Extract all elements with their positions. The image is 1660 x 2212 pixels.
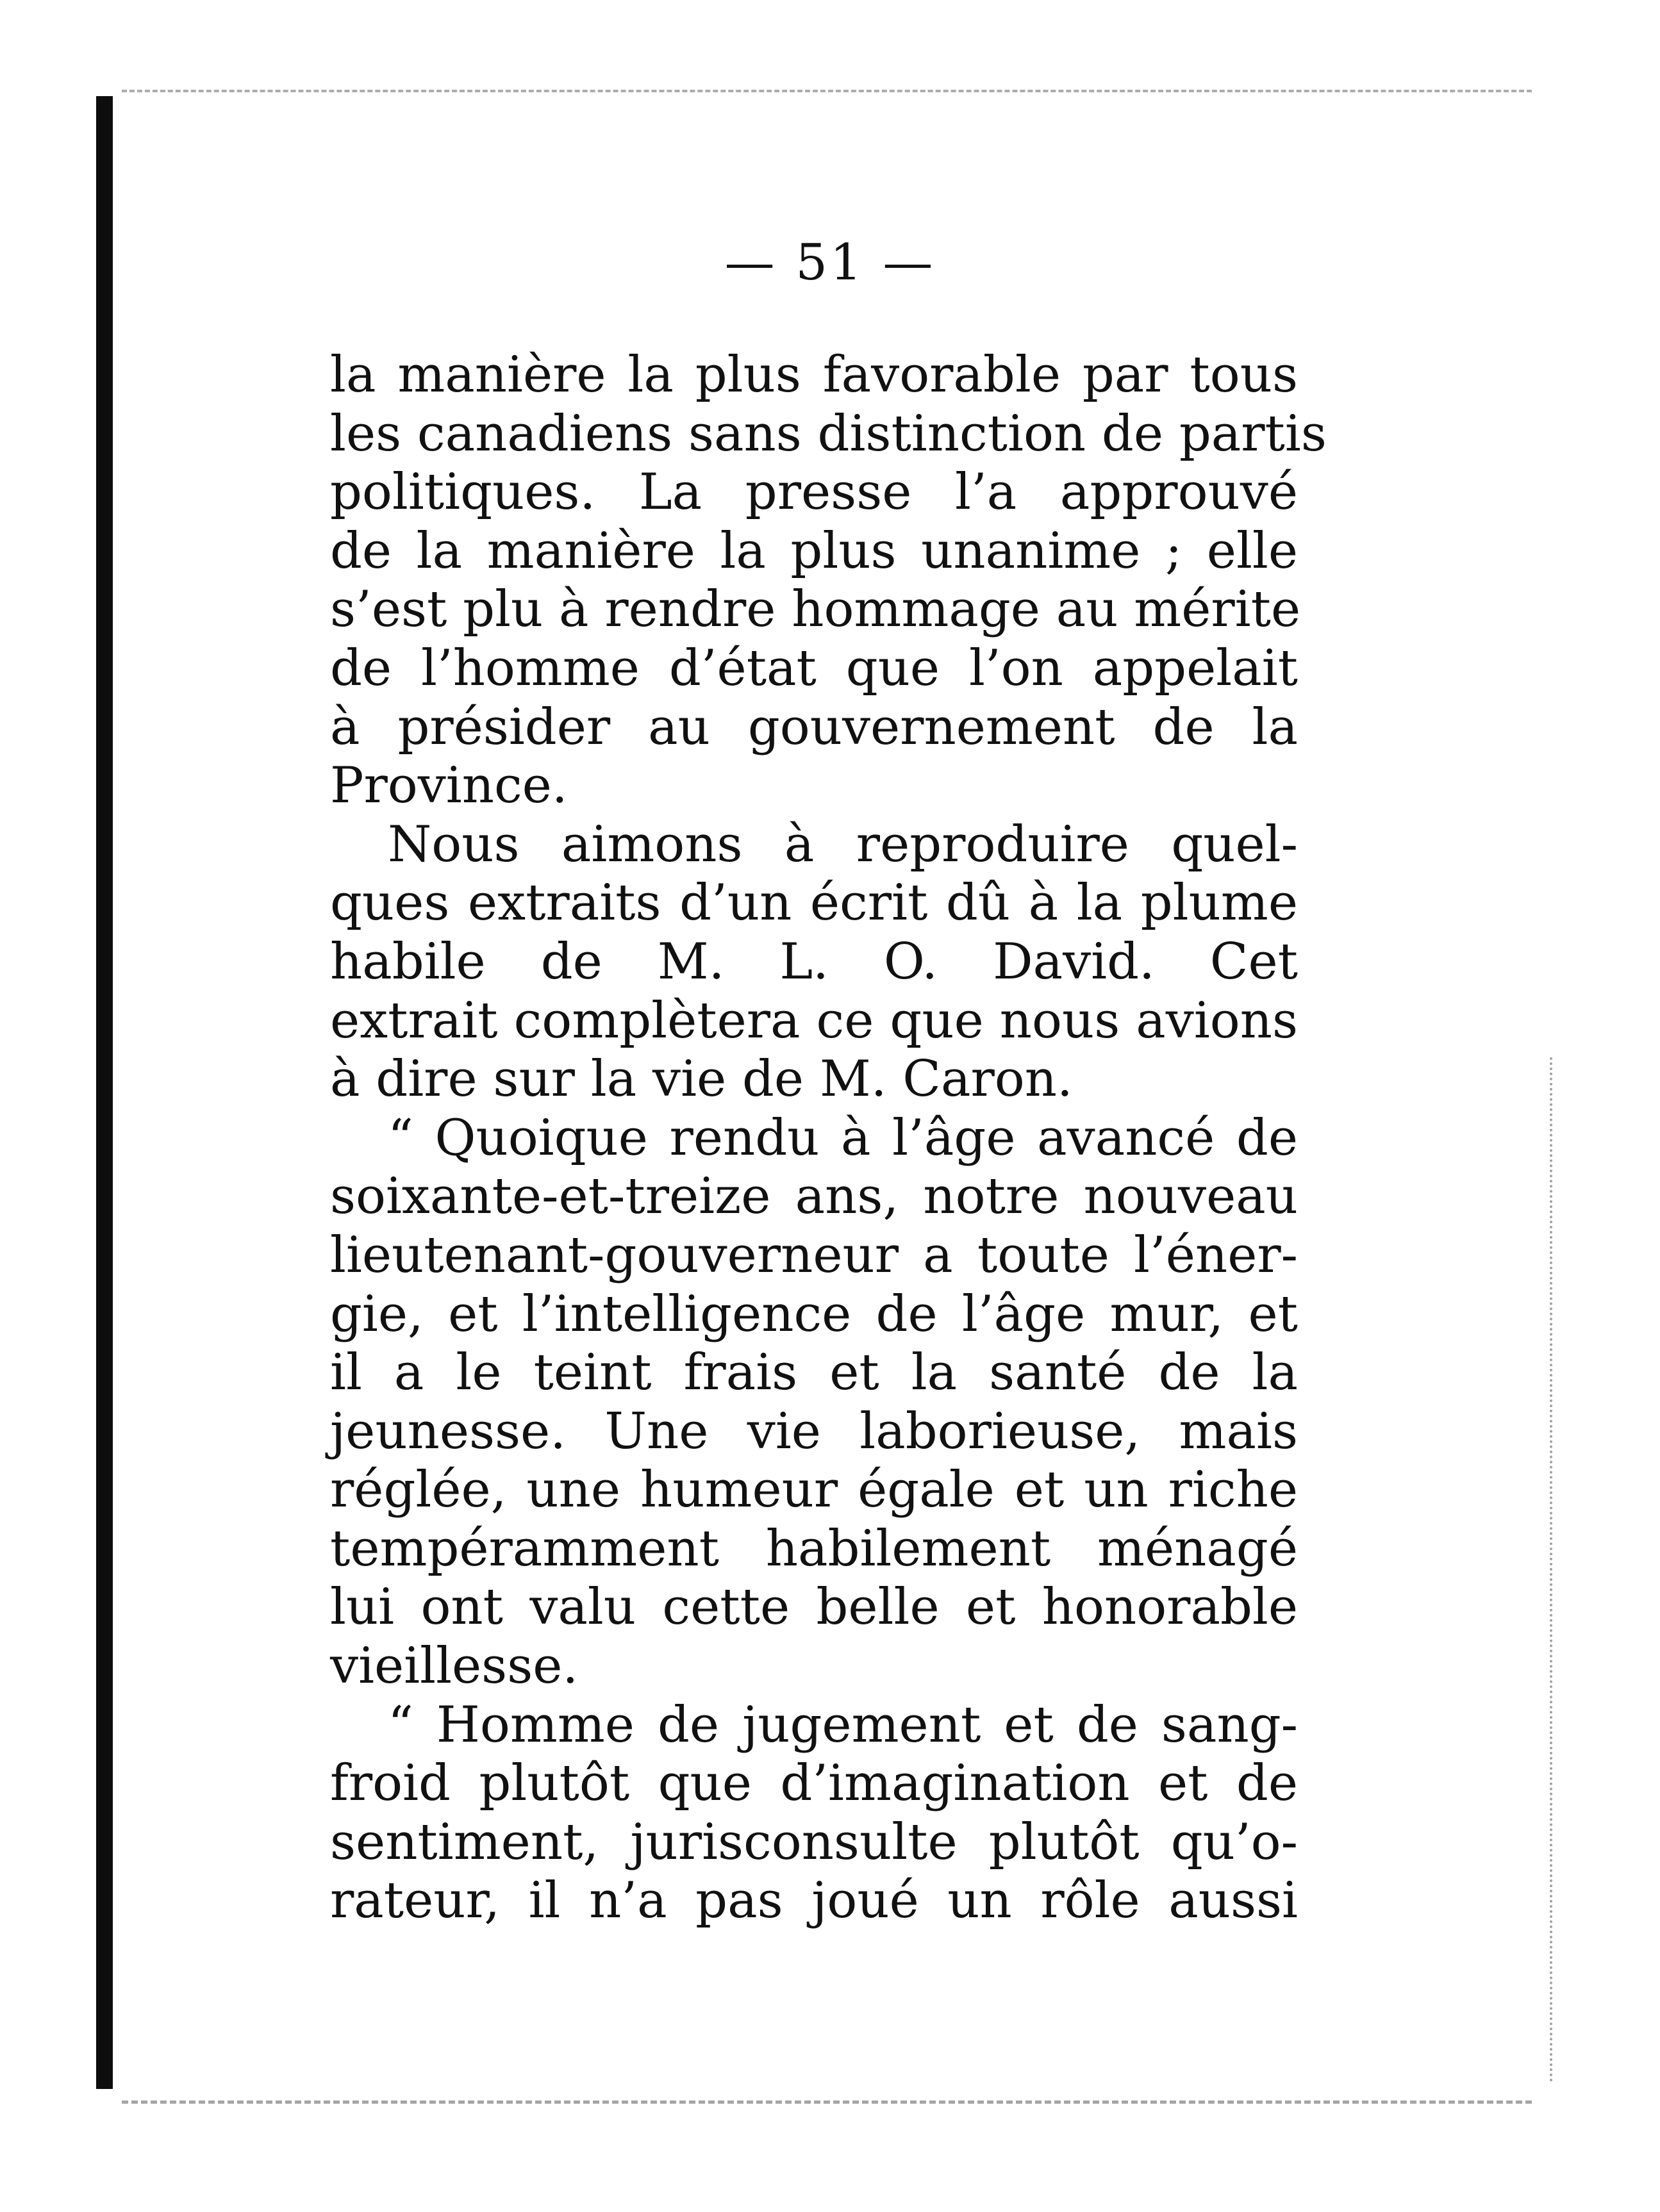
text-line: soixante-et-treize ans, notre nouveau	[330, 1168, 1298, 1226]
text-line: à dire sur la vie de M. Caron.	[330, 1050, 1073, 1109]
text-line: Province.	[330, 757, 568, 815]
top-scan-artifact	[122, 90, 1532, 92]
text-line: vieillesse.	[330, 1637, 579, 1696]
text-line: s’est plu à rendre hommage au mérite	[330, 581, 1301, 639]
body-text	[330, 346, 1327, 1931]
right-edge-artifact	[1550, 1057, 1552, 2083]
text-line: lui ont valu cette belle et honorable	[330, 1578, 1298, 1637]
text-line: lieutenant-gouverneur a toute l’éner-	[330, 1226, 1298, 1284]
page-number: — 51 —	[724, 234, 936, 292]
text-line: tempéramment habilement ménagé	[330, 1519, 1298, 1578]
text-line: rateur, il n’a pas joué un rôle aussi	[330, 1872, 1298, 1930]
text-line: “ Quoique rendu à l’âge avancé de	[388, 1109, 1298, 1167]
text-line: politiques. La presse l’a approuvé	[330, 463, 1298, 522]
text-line: froid plutôt que d’imagination et de	[330, 1754, 1298, 1813]
text-line: jeunesse. Une vie laborieuse, mais	[330, 1402, 1298, 1460]
text-line: gie, et l’intelligence de l’âge mur, et	[330, 1285, 1298, 1343]
text-line: extrait complètera ce que nous avions	[330, 991, 1298, 1050]
text-line: de la manière la plus unanime ; elle	[330, 522, 1298, 580]
text-line: ques extraits d’un écrit dû à la plume	[330, 874, 1298, 932]
bottom-scan-artifact	[122, 2101, 1532, 2104]
text-line: la manière la plus favorable par tous	[330, 346, 1298, 404]
text-line: de l’homme d’état que l’on appelait	[330, 639, 1298, 697]
text-line: sentiment, jurisconsulte plutôt qu’o-	[330, 1813, 1298, 1871]
text-line: Nous aimons à reproduire quel-	[388, 815, 1298, 873]
text-line: “ Homme de jugement et de sang-	[388, 1696, 1298, 1754]
binding-edge-shadow	[96, 96, 113, 2089]
text-line: il a le teint frais et la santé de la	[330, 1344, 1298, 1402]
text-line: réglée, une humeur égale et un riche	[330, 1461, 1298, 1519]
text-line: les canadiens sans distinction de partis	[330, 404, 1327, 463]
text-line: habile de M. L. O. David. Cet	[330, 932, 1298, 991]
text-line: à présider au gouvernement de la	[330, 698, 1298, 756]
